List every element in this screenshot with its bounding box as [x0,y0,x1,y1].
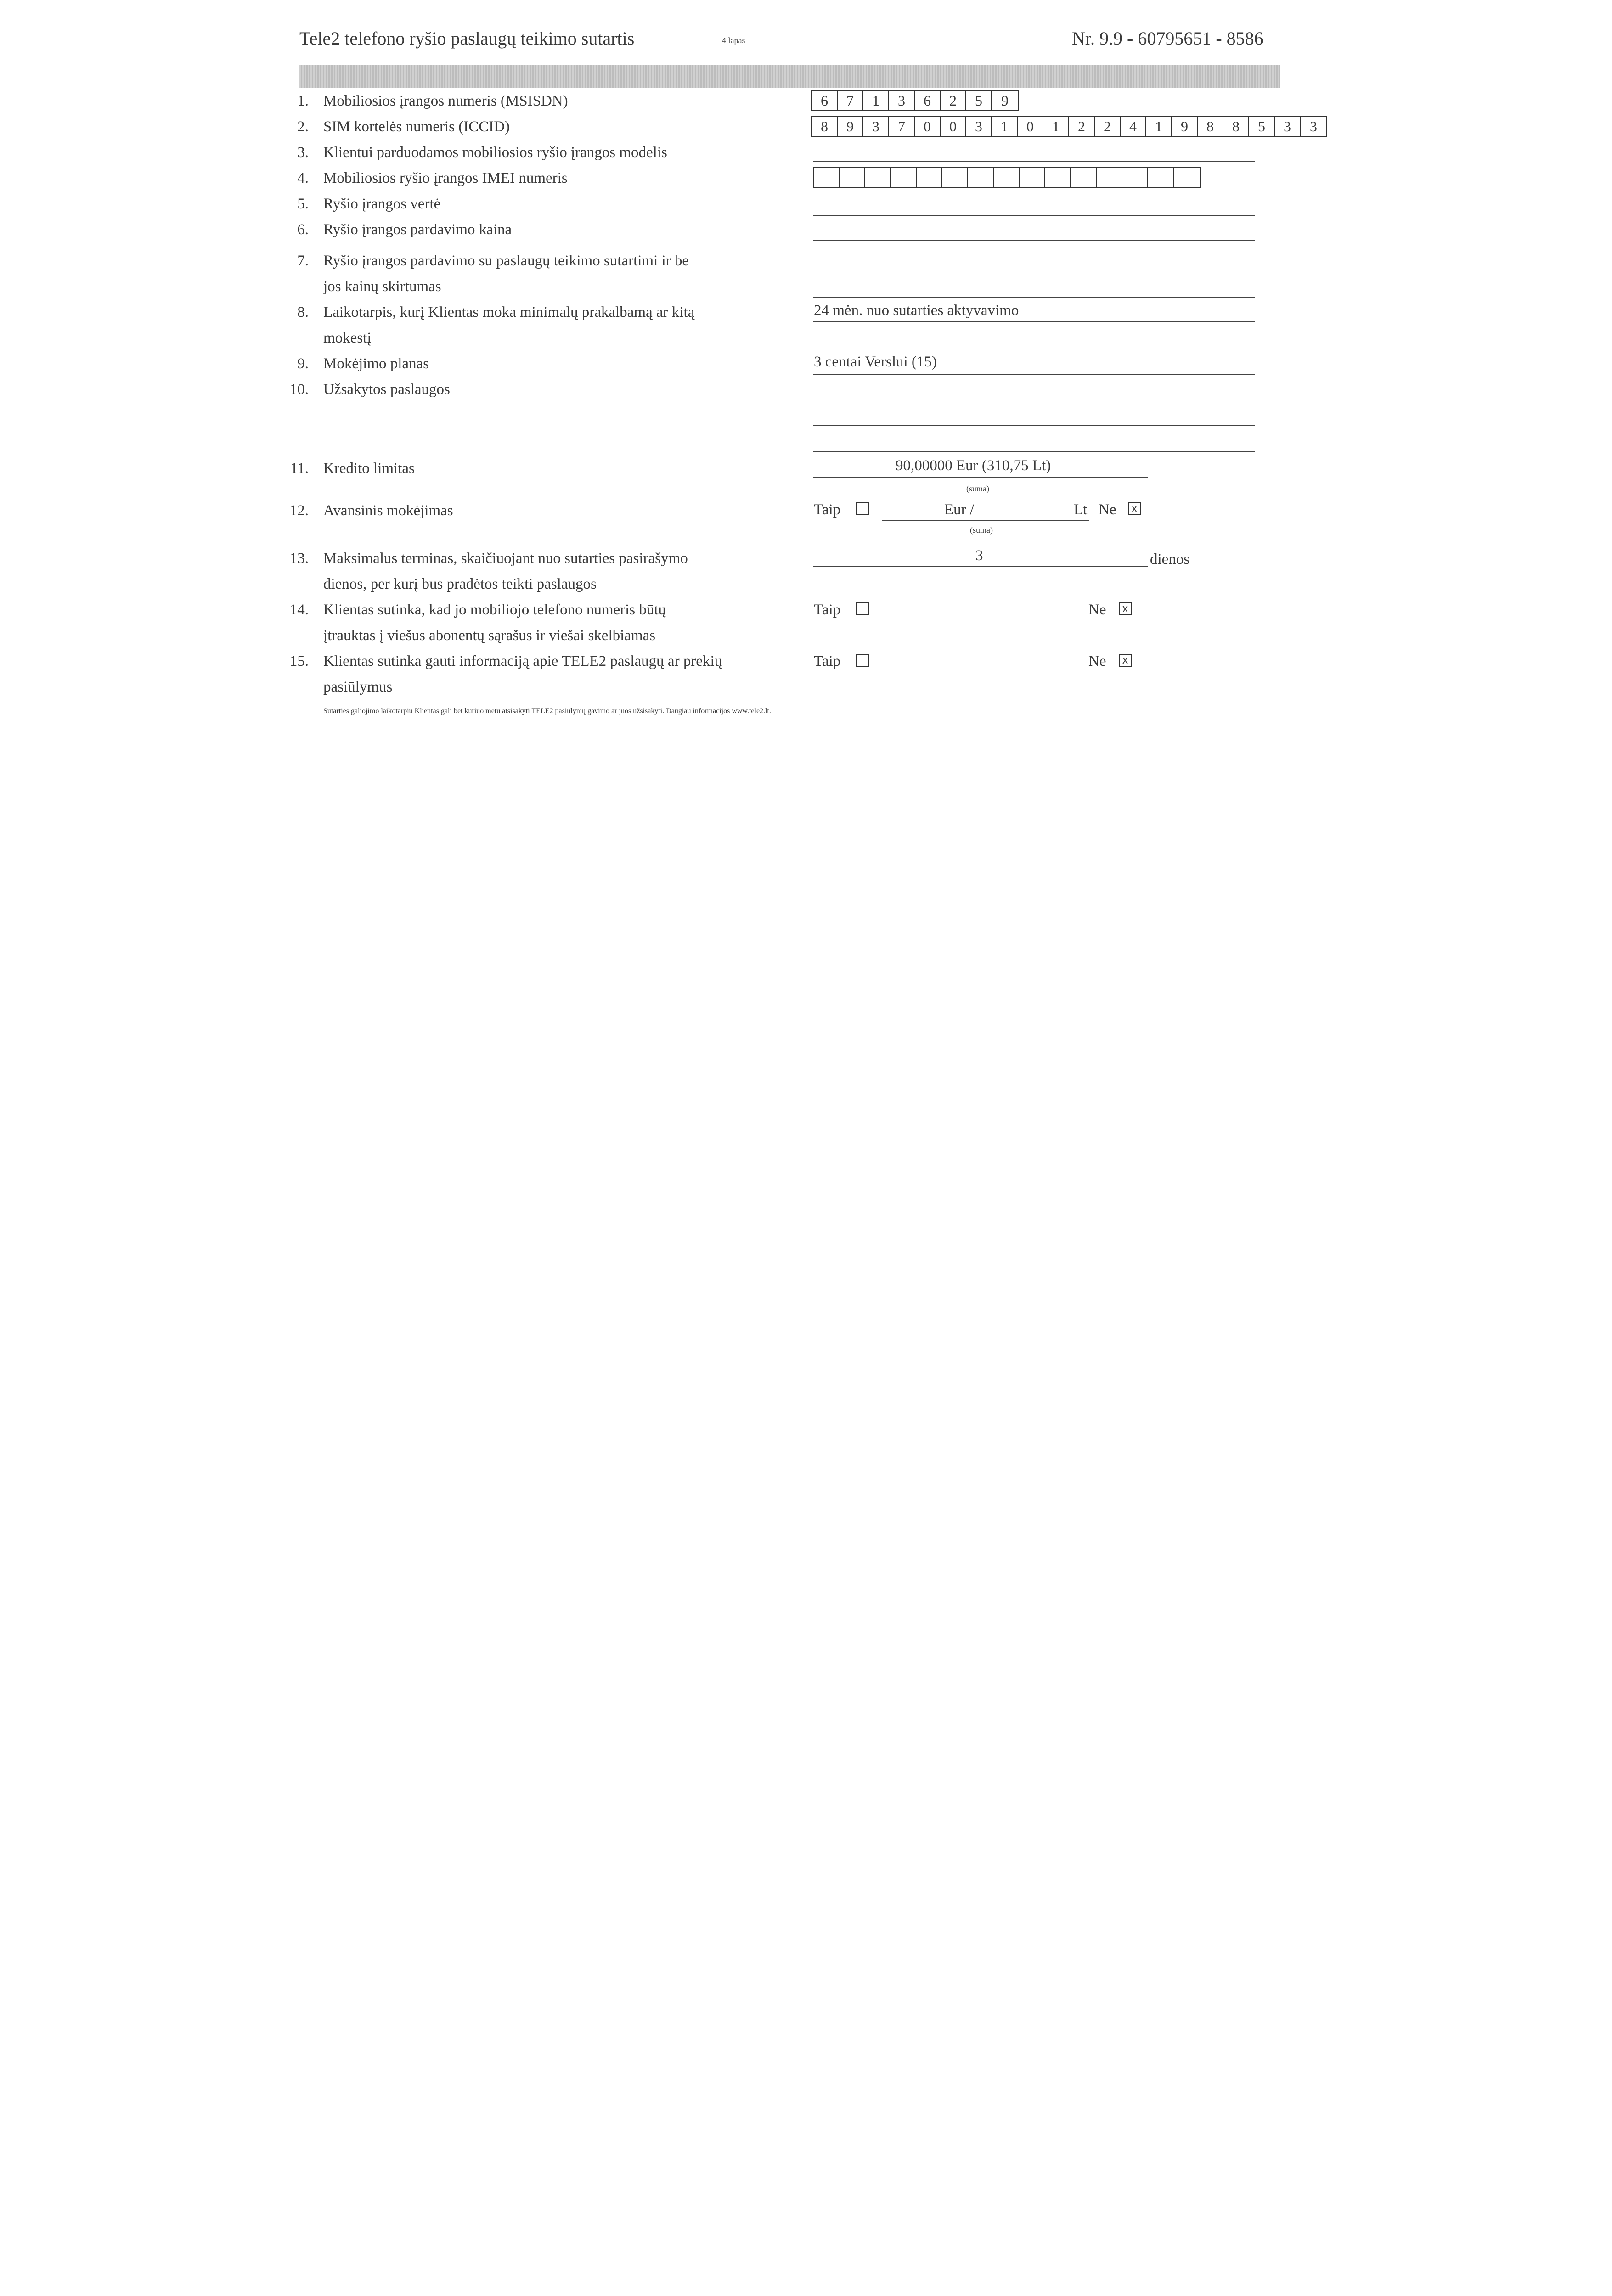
advance-payment-yes-checkbox[interactable] [856,502,869,515]
item-8-label-line2: mokestį [323,330,372,346]
iccid-digit: 8 [1223,117,1249,136]
imei-digit-cell[interactable] [814,168,840,187]
public-listing-no-checkbox[interactable]: x [1119,602,1132,615]
iccid-digit: 1 [1146,117,1172,136]
item-14-label-line1: Klientas sutinka, kad jo mobiliojo telefono numeris būtų [323,602,666,618]
msisdn-digit: 3 [889,91,915,110]
msisdn-digit-boxes [811,90,1019,111]
item-11-line [813,477,1148,478]
imei-digit-cell[interactable] [1071,168,1097,187]
advance-payment-lt-label: Lt [1074,501,1088,518]
imei-digit-cell[interactable] [1122,168,1148,187]
public-listing-no-label: Ne [1088,602,1106,618]
item-14-label-line2: įtrauktas į viešus abonentų sąrašus ir viešai skelbiamas [323,627,656,644]
iccid-digit: 2 [1069,117,1095,136]
minimum-fee-period-value: 24 mėn. nuo sutarties aktyvavimo [814,302,1019,319]
item-3-number: 3. [297,144,309,161]
iccid-digit-boxes [811,116,1327,137]
imei-digit-cell[interactable] [968,168,994,187]
item-9-line [813,374,1255,375]
iccid-digit: 8 [1198,117,1223,136]
item-10-number: 10. [289,381,309,398]
contract-number: Nr. 9.9 - 60795651 - 8586 [1072,28,1263,49]
iccid-digit: 1 [992,117,1018,136]
item-7-label-line2: jos kainų skirtumas [323,278,441,295]
item-5-label: Ryšio įrangos vertė [323,196,441,212]
iccid-digit: 3 [1310,118,1317,135]
advance-payment-sum-caption: (suma) [970,525,993,535]
item-4-number: 4. [297,170,309,186]
msisdn-digit: 9 [1001,92,1009,109]
item-8-line [813,321,1255,322]
item-4-label: Mobiliosios ryšio įrangos IMEI numeris [323,170,568,186]
imei-digit-cell[interactable] [994,168,1020,187]
item-6-label: Ryšio įrangos pardavimo kaina [323,221,512,238]
max-term-unit: dienos [1150,551,1190,568]
imei-digit-cell[interactable] [1174,168,1200,187]
imei-digit-cell[interactable] [1148,168,1174,187]
item-13-label-line2: dienos, per kurį bus pradėtos teikti paslaugos [323,576,597,592]
item-9-number: 9. [297,355,309,372]
item-12-label: Avansinis mokėjimas [323,502,453,519]
item-13-number: 13. [289,550,309,567]
footnote: Sutarties galiojimo laikotarpiu Klientas gali bet kuriuo metu atsisakyti TELE2 pasiūlymų gavimo ar juos užsisakyti. Daugiau informacijos www.tele2.lt. [323,707,771,715]
item-11-number: 11. [290,460,309,477]
iccid-digit: 8 [812,117,838,136]
item-7-number: 7. [297,253,309,269]
item-12-number: 12. [289,502,309,519]
iccid-digit: 7 [889,117,915,136]
item-10-label: Užsakytos paslaugos [323,381,450,398]
iccid-digit: 9 [838,117,863,136]
advance-payment-no-checkbox[interactable]: x [1128,502,1141,515]
item-14-number: 14. [289,602,309,618]
item-2-number: 2. [297,118,309,135]
offers-no-label: Ne [1088,653,1106,670]
iccid-digit: 4 [1121,117,1146,136]
msisdn-digit: 2 [941,91,966,110]
iccid-digit: 0 [915,117,941,136]
header-band [299,65,1280,88]
imei-digit-cell[interactable] [1020,168,1045,187]
msisdn-digit: 6 [812,91,838,110]
iccid-digit: 3 [966,117,992,136]
item-1-label: Mobiliosios įrangos numeris (MSISDN) [323,93,568,109]
item-8-number: 8. [297,304,309,321]
item-6-number: 6. [297,221,309,238]
max-term-value: 3 [975,547,983,564]
item-11-label: Kredito limitas [323,460,415,477]
item-3-line [813,161,1255,162]
item-9-label: Mokėjimo planas [323,355,429,372]
imei-digit-cell[interactable] [1045,168,1071,187]
item-1-number: 1. [297,93,309,109]
advance-payment-line [882,520,1089,521]
item-7-label-line1: Ryšio įrangos pardavimo su paslaugų teikimo sutartimi ir be [323,253,689,269]
item-13-line [813,566,1148,567]
item-15-number: 15. [289,653,309,670]
item-6-line [813,240,1255,241]
iccid-digit: 1 [1043,117,1069,136]
offers-yes-label: Taip [814,653,841,670]
imei-digit-cell[interactable] [942,168,968,187]
item-10-line-2 [813,425,1255,426]
iccid-digit: 9 [1172,117,1198,136]
advance-payment-no-label: Ne [1099,501,1116,518]
iccid-digit: 0 [1018,117,1043,136]
msisdn-digit: 5 [966,91,992,110]
payment-plan-value: 3 centai Verslui (15) [814,354,937,370]
item-15-label-line2: pasiūlymus [323,679,393,695]
imei-digit-cell[interactable] [1097,168,1122,187]
public-listing-yes-label: Taip [814,602,841,618]
item-5-line [813,215,1255,216]
item-5-number: 5. [297,196,309,212]
imei-digit-cell[interactable] [840,168,865,187]
item-8-label-line1: Laikotarpis, kurį Klientas moka minimalų prakalbamą ar kitą [323,304,695,321]
iccid-digit: 0 [941,117,966,136]
advance-payment-eur-label: Eur / [944,501,975,518]
credit-limit-value: 90,00000 Eur (310,75 Lt) [896,457,1051,474]
iccid-digit: 3 [863,117,889,136]
imei-digit-cell[interactable] [891,168,917,187]
public-listing-yes-checkbox[interactable] [856,602,869,615]
msisdn-digit: 6 [915,91,941,110]
iccid-digit: 5 [1249,117,1275,136]
offers-yes-checkbox[interactable] [856,654,869,667]
offers-no-checkbox[interactable]: x [1119,654,1132,667]
item-3-label: Klientui parduodamos mobiliosios ryšio įrangos modelis [323,144,667,161]
item-7-line [813,297,1255,298]
advance-payment-yes-label: Taip [814,501,841,518]
item-10-line-3 [813,451,1255,452]
page-number: 4 lapas [722,36,745,45]
contract-title: Tele2 telefono ryšio paslaugų teikimo sutartis [299,28,635,49]
iccid-digit: 3 [1275,117,1301,136]
msisdn-digit: 7 [838,91,863,110]
credit-limit-sum-caption: (suma) [966,484,989,493]
item-15-label-line1: Klientas sutinka gauti informaciją apie TELE2 paslaugų ar prekių [323,653,722,670]
item-2-label: SIM kortelės numeris (ICCID) [323,118,510,135]
imei-digit-cell[interactable] [917,168,942,187]
item-13-label-line1: Maksimalus terminas, skaičiuojant nuo sutarties pasirašymo [323,550,688,567]
msisdn-digit: 1 [863,91,889,110]
imei-digit-cell[interactable] [865,168,891,187]
imei-digit-boxes [813,167,1201,188]
iccid-digit: 2 [1095,117,1121,136]
